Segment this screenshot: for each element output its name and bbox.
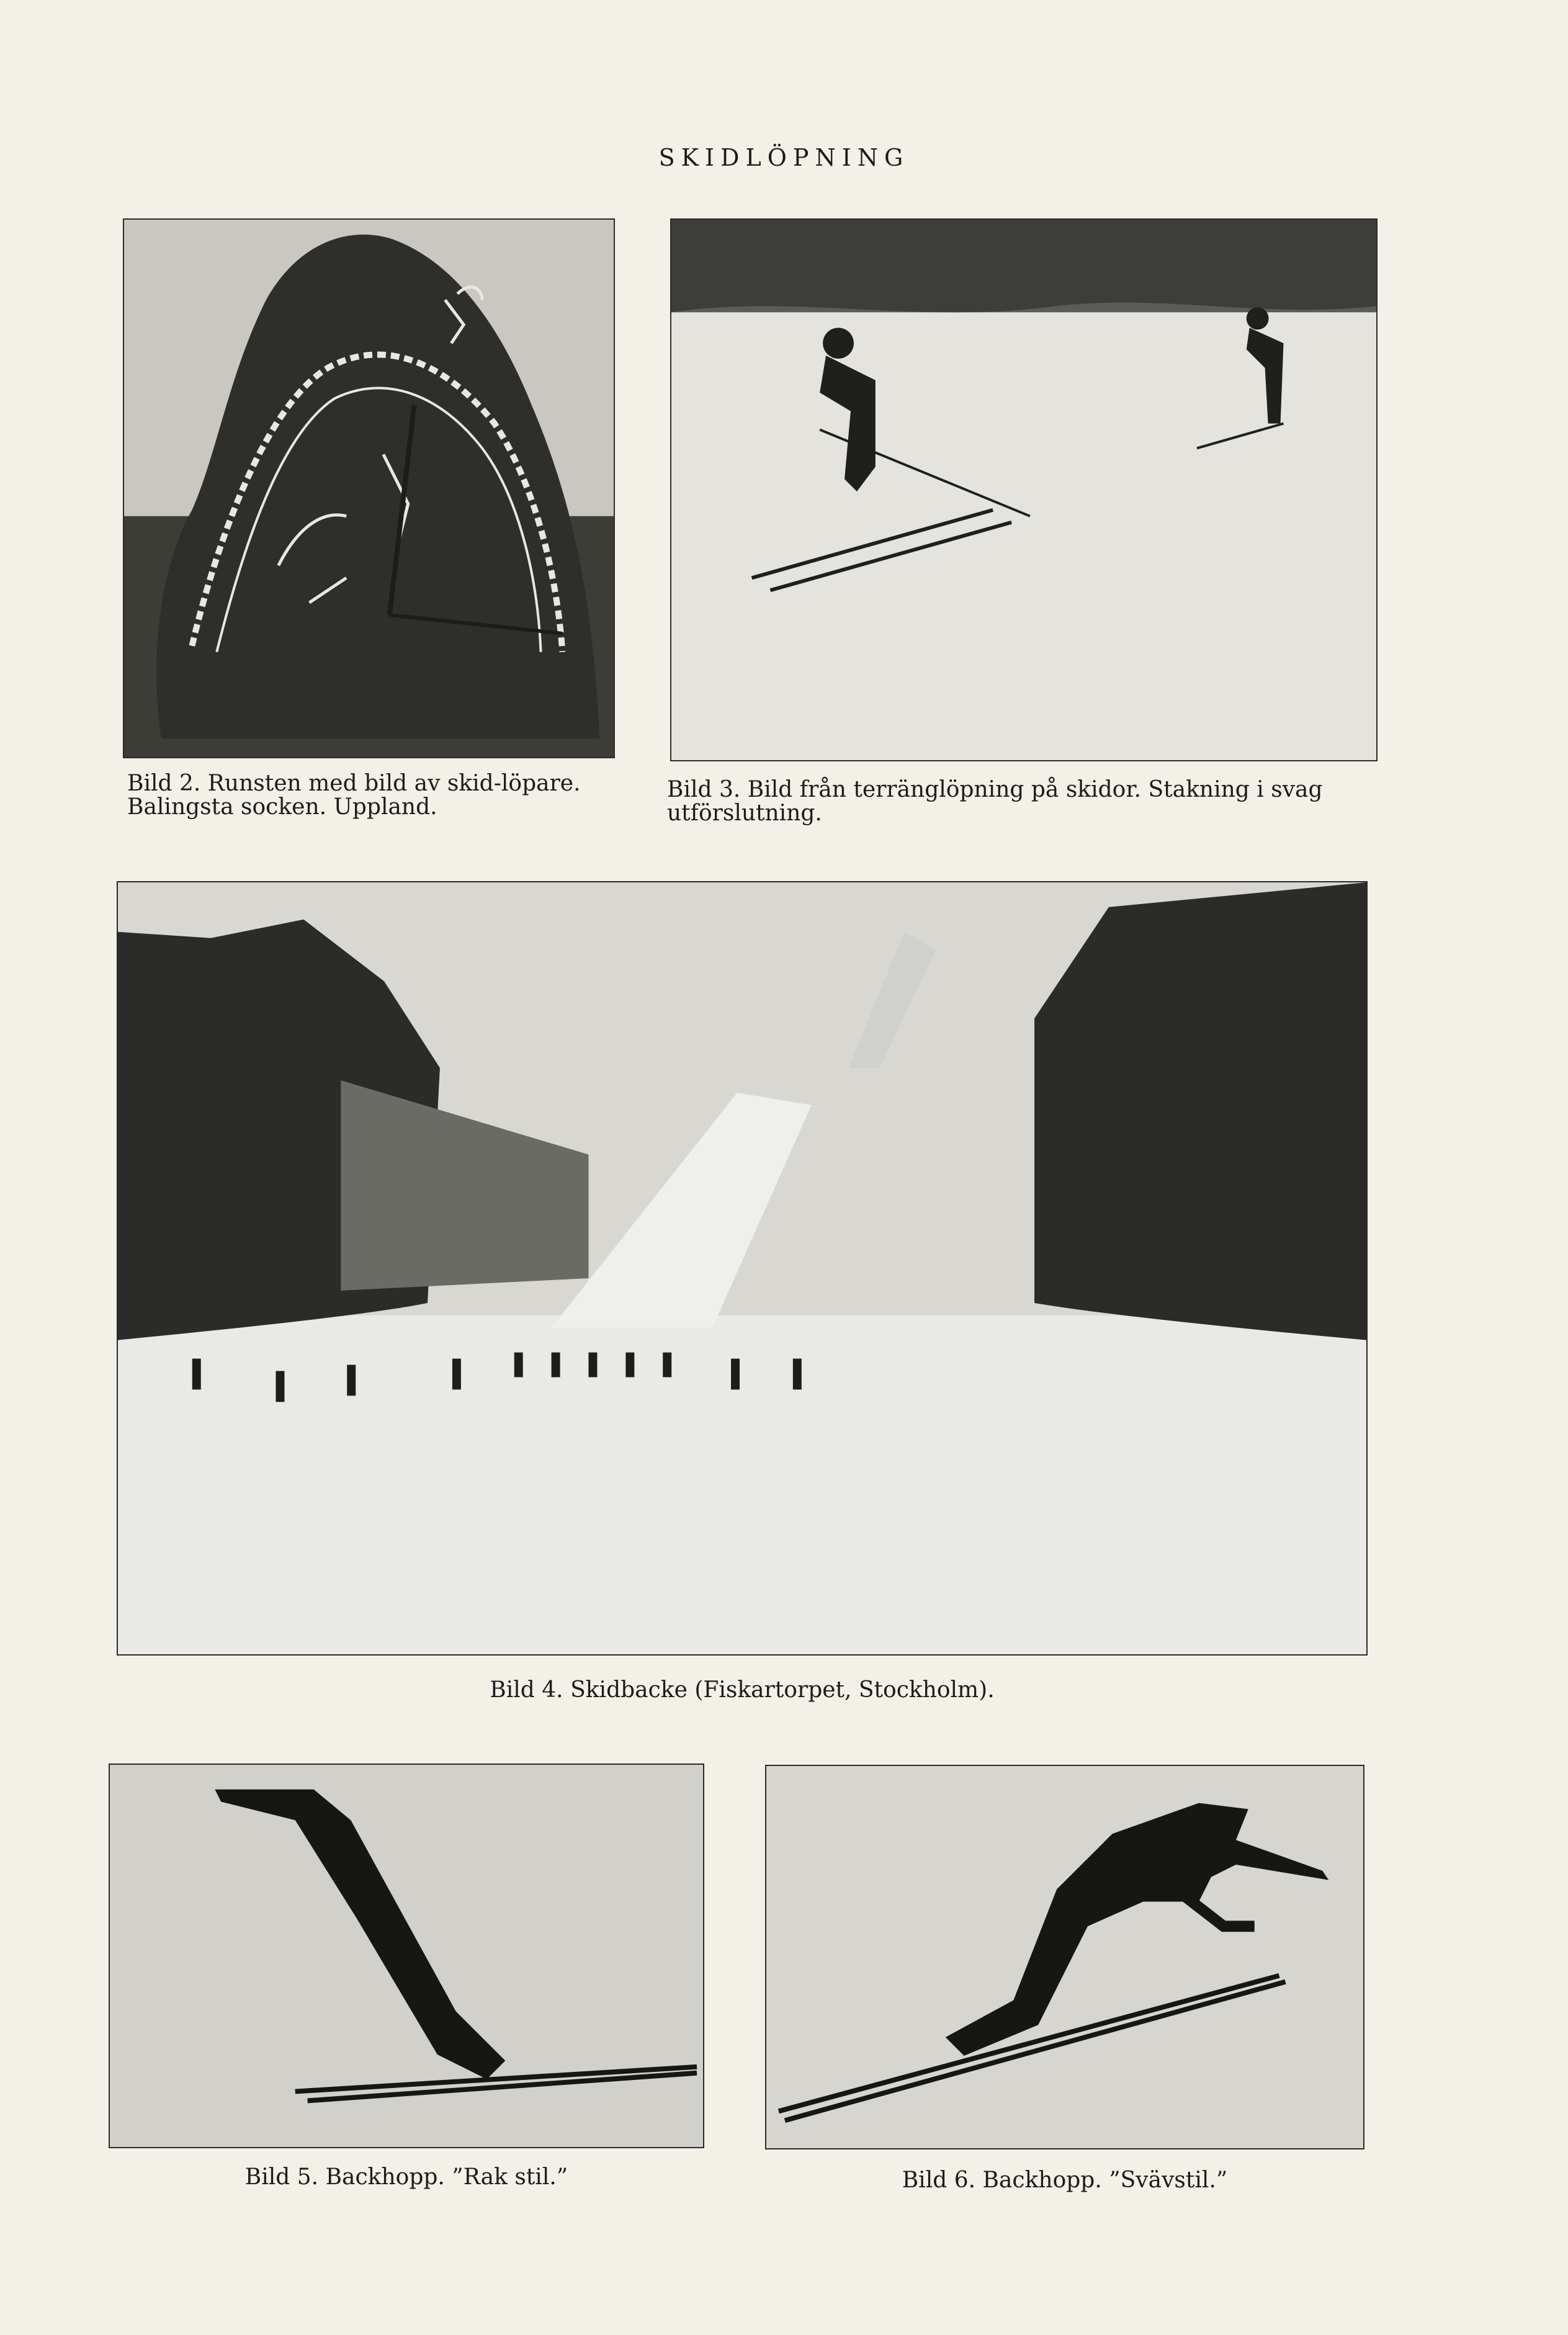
caption-text: Skidbacke (Fiskartorpet, Stockholm).: [570, 1677, 995, 1703]
caption-text: Backhopp. ”Svävstil.”: [982, 2167, 1228, 2193]
photo-ski-jumper-svavstil: [765, 1765, 1364, 2149]
running-head: SKIDLÖPNING: [658, 144, 910, 171]
photo-cross-country-skiers: [670, 218, 1378, 761]
caption-number: Bild 4.: [490, 1677, 563, 1703]
caption-text: Runsten med bild av skid-löpare. Balingsta socken. Uppland.: [127, 771, 581, 820]
photo-ski-jumper-rak-stil: [109, 1764, 704, 2148]
caption-text: Backhopp. ”Rak stil.”: [325, 2164, 568, 2190]
photo-ski-jump-hill: [117, 881, 1368, 1656]
caption-number: Bild 2.: [127, 771, 201, 796]
caption-number: Bild 5.: [244, 2164, 319, 2190]
caption-bild3: [667, 778, 1381, 825]
photo-runestone: [123, 218, 615, 758]
caption-bild2: [127, 772, 617, 819]
caption-number: Bild 6.: [902, 2167, 976, 2193]
caption-bild4: [117, 1678, 1368, 1702]
caption-number: Bild 3.: [667, 777, 741, 802]
caption-bild6: [765, 2169, 1364, 2192]
caption-bild5: [109, 2166, 704, 2189]
caption-text: Bild från terränglöpning på skidor. Stakning i svag utförslutning.: [667, 777, 1323, 826]
